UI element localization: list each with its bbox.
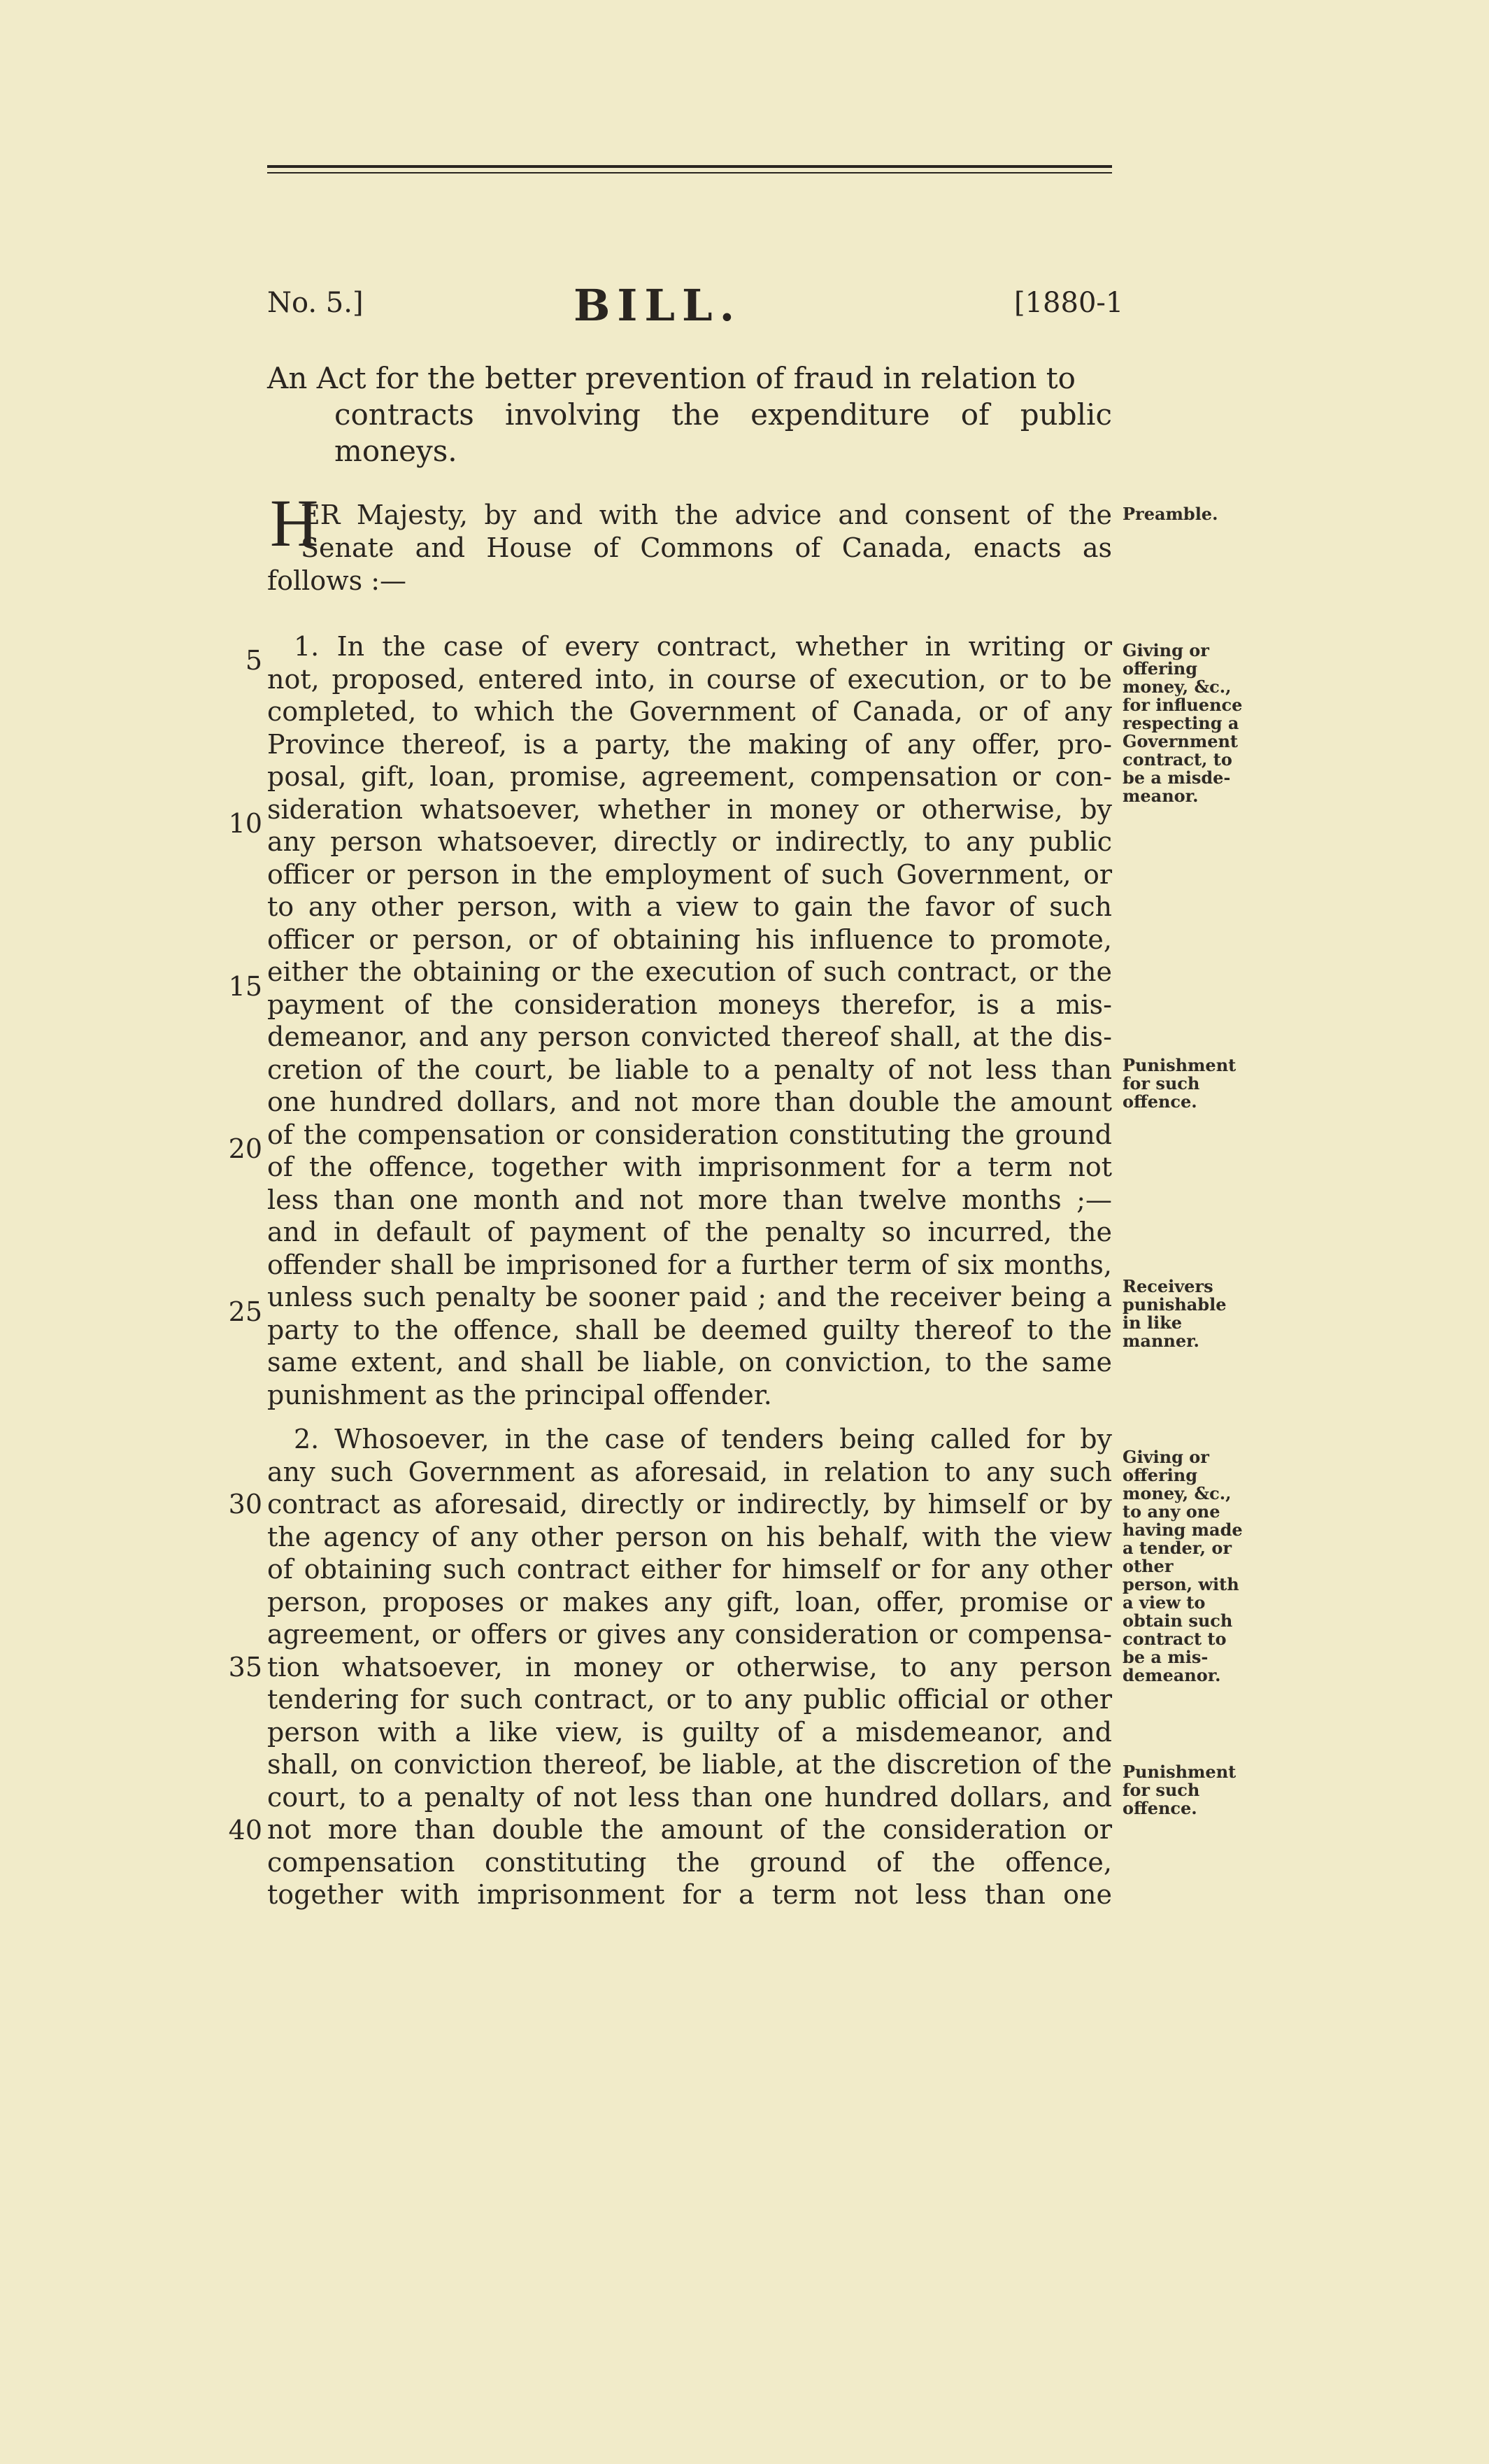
section2-line: contract as aforesaid, directly or indirectly, by himself or by [267, 1489, 1112, 1520]
section1-line: punishment as the principal offender. [267, 1379, 772, 1410]
section1-line: either the obtaining or the execution of such contract, or the [267, 956, 1112, 987]
section1-line: to any other person, with a view to gain the favor of such [267, 891, 1112, 922]
section1-line: 1. In the case of every contract, whether in writing or [294, 631, 1112, 662]
section1-line: of the compensation or consideration constituting the ground [267, 1119, 1112, 1150]
sidenote-punishment-2: Punishment for such offence. [1123, 1762, 1237, 1818]
header-rule-top [267, 165, 1112, 168]
section1-line: demeanor, and any person convicted thereof shall, at the dis- [267, 1021, 1112, 1052]
section2-line: the agency of any other person on his behalf, with the view [267, 1521, 1112, 1552]
section1-line: completed, to which the Government of Canada, or of any [267, 696, 1112, 727]
line-number: 40 [228, 1815, 262, 1846]
section2-line: together with imprisonment for a term not less than one [267, 1879, 1112, 1910]
section1-line: one hundred dollars, and not more than double the amount [267, 1086, 1112, 1117]
sidenote-giving-offering: Giving or offering money, &c., for influence respecting a Government contract, to be a misde-meanor. [1123, 640, 1243, 806]
line-number: 10 [228, 808, 262, 839]
section1-line: party to the offence, shall be deemed guilty thereof to the [267, 1314, 1112, 1345]
section1-line: officer or person, or of obtaining his influence to promote, [267, 923, 1112, 955]
section1-line: Province thereof, is a party, the making of any offer, pro- [267, 728, 1112, 760]
section2-line: 2. Whosoever, in the case of tenders being called for by [294, 1424, 1112, 1454]
line-number: 35 [228, 1652, 262, 1683]
line-number: 25 [228, 1296, 262, 1327]
section1-line: same extent, and shall be liable, on conviction, to the same [267, 1347, 1112, 1378]
act-title-line1: An Act for the better prevention of fraud in relation to [267, 361, 1076, 395]
section1-line: of the offence, together with imprisonment for a term not [267, 1152, 1112, 1182]
section1-line: cretion of the court, be liable to a penalty of not less than [267, 1054, 1112, 1085]
section1-line: less than one month and not more than twelve months ;— [267, 1184, 1112, 1215]
section1-line: not, proposed, entered into, in course of execution, or to be [267, 663, 1112, 695]
section1-line: officer or person in the employment of such Government, or [267, 858, 1112, 890]
bill-year: [1880-1 [1014, 287, 1124, 319]
section2-line: person with a like view, is guilty of a misdemeanor, and [267, 1716, 1112, 1748]
act-title [267, 360, 1112, 469]
section1-line: sideration whatsoever, whether in money or otherwise, by [267, 793, 1112, 825]
line-number: 30 [228, 1489, 262, 1520]
section1-line: offender shall be imprisoned for a further term of six months, [267, 1249, 1112, 1280]
bill-number: No. 5.] [267, 287, 364, 319]
header-rule-bottom [267, 172, 1112, 174]
section2-line: tion whatsoever, in money or otherwise, to any person [267, 1651, 1112, 1683]
section2-line: tendering for such contract, or to any public official or other [267, 1684, 1112, 1715]
preamble-line: follows :— [267, 565, 407, 596]
sidenote-receivers: Receivers punishable in like manner. [1123, 1276, 1227, 1351]
line-number: 20 [228, 1133, 262, 1164]
section1-line: any person whatsoever, directly or indirectly, to any public [267, 826, 1112, 857]
preamble-line: Senate and House of Commons of Canada, enacts as [301, 532, 1112, 563]
section2-line: court, to a penalty of not less than one hundred dollars, and [267, 1781, 1112, 1813]
line-number: 5 [245, 645, 262, 676]
section2-line: compensation constituting the ground of the offence, [267, 1846, 1112, 1878]
act-title-line2: contracts involving the expenditure of public moneys. [334, 397, 1112, 468]
section1-line: and in default of payment of the penalty so incurred, the [267, 1217, 1112, 1247]
section1-line: unless such penalty be sooner paid ; and the receiver being a [267, 1282, 1112, 1312]
line-number: 15 [228, 971, 262, 1002]
section2-line: of obtaining such contract either for himself or for any other [267, 1554, 1112, 1585]
sidenote-preamble: Preamble. [1123, 504, 1218, 524]
section2-line: not more than double the amount of the consideration or [267, 1814, 1112, 1845]
preamble-drop-cap: H [270, 486, 319, 560]
section1-line: posal, gift, loan, promise, agreement, compensation or con- [267, 761, 1112, 792]
preamble-line: ER Majesty, by and with the advice and consent of the [301, 500, 1112, 530]
section2-line: agreement, or offers or gives any consideration or compensa- [267, 1619, 1112, 1650]
section2-line: any such Government as aforesaid, in relation to any such [267, 1456, 1112, 1487]
section2-line: person, proposes or makes any gift, loan, offer, promise or [267, 1586, 1112, 1617]
sidenote-punishment: Punishment for such offence. [1123, 1055, 1237, 1112]
section1-line: payment of the consideration moneys therefor, is a mis- [267, 989, 1112, 1020]
section2-line: shall, on conviction thereof, be liable, at the discretion of the [267, 1749, 1112, 1780]
sidenote-giving-offering-2: Giving or offering money, &c., to any one having made a tender, or other person, with a view to obtain such contract to be a mis-demeanor. [1123, 1447, 1243, 1685]
bill-title: BILL. [573, 280, 742, 331]
